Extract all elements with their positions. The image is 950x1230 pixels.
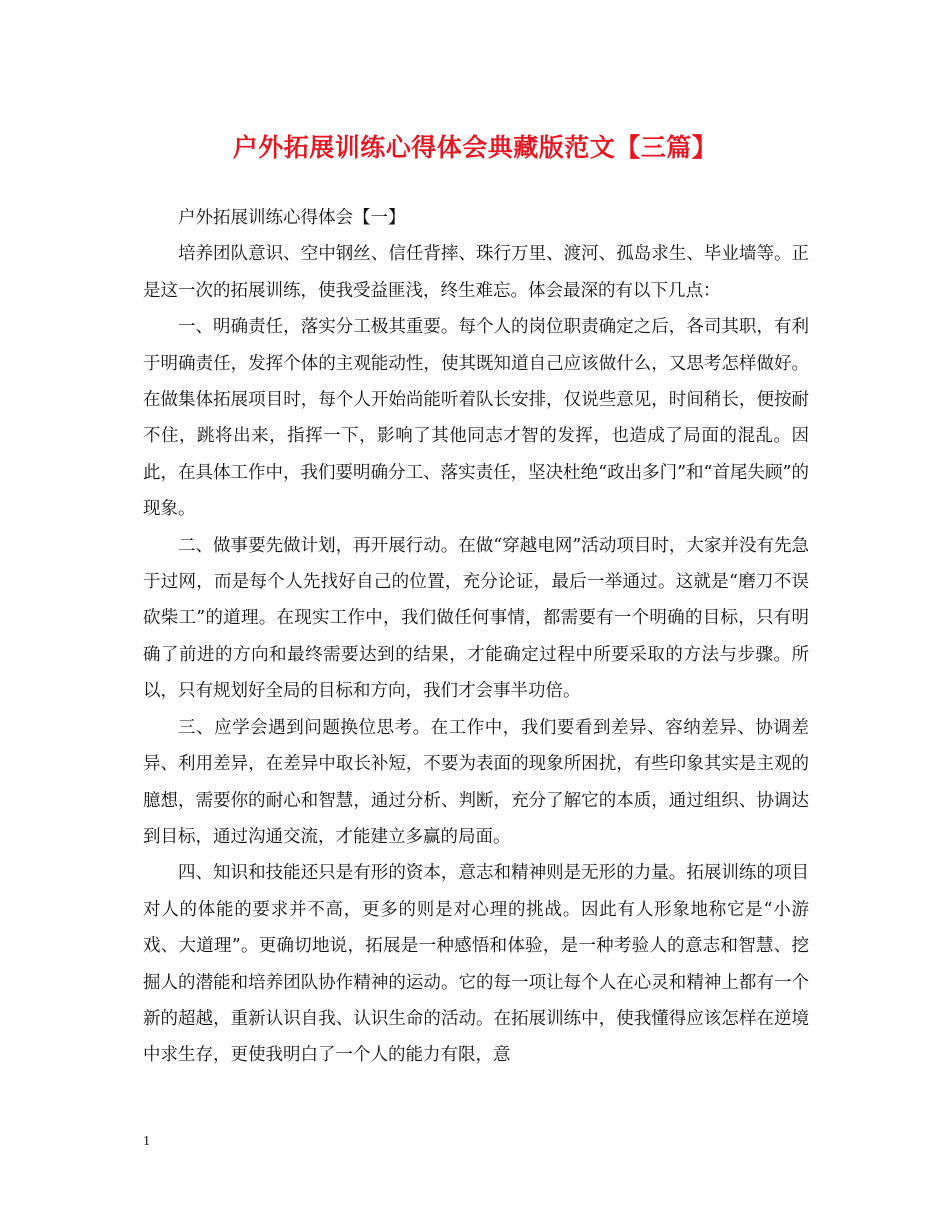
paragraph-point-1: 一、明确责任，落实分工极其重要。每个人的岗位职责确定之后，各司其职，有利于明确责任，发挥个体的主观能动性，使其既知道自己应该做什么，又思考怎样做好。在做集体拓展项目时，每个人开始尚能听着队长安排，仅说些意见，时间稍长，便按耐不住，跳将出来，指挥一下，影响了其他同志才智的发挥，也造成了局面的混乱。因此，在具体工作中，我们要明确分工、落实责任，坚决杜绝“政出多门”和“首尾失顾”的现象。 xyxy=(143,317,809,520)
paragraph-point-2: 二、做事要先做计划，再开展行动。在做“穿越电网”活动项目时，大家并没有先急于过网，而是每个人先找好自己的位置，充分论证，最后一举通过。这就是“磨刀不误砍柴工”的道理。在现实工作中，我们做任何事情，都需要有一个明确的目标，只有明确了前进的方向和最终需要达到的结果，才能确定过程中所要采取的方法与步骤。所以，只有规划好全局的目标和方向，我们才会事半功倍。 xyxy=(143,535,809,702)
document-body xyxy=(143,200,809,1074)
document-title: 户外拓展训练心得体会典藏版范文【三篇】 xyxy=(232,133,718,162)
paragraph-point-3: 三、应学会遇到问题换位思考。在工作中，我们要看到差异、容纳差异、协调差异、利用差异，在差异中取长补短，不要为表面的现象所困扰，有些印象其实是主观的臆想，需要你的耐心和智慧，通过分析、判断，充分了解它的本质，通过组织、协调达到目标，通过沟通交流，才能建立多赢的局面。 xyxy=(143,717,809,847)
paragraph-point-4: 四、知识和技能还只是有形的资本，意志和精神则是无形的力量。拓展训练的项目对人的体能的要求并不高，更多的则是对心理的挑战。因此有人形象地称它是“小游戏、大道理”。更确切地说，拓展是一种感悟和体验，是一种考验人的意志和智慧、挖掘人的潜能和培养团队协作精神的运动。它的每一项让每个人在心灵和精神上都有一个新的超越，重新认识自我、认识生命的活动。在拓展训练中，使我懂得应该怎样在逆境中求生存，更使我明白了一个人的能力有限，意 xyxy=(143,863,809,1066)
page-number: 1 xyxy=(143,1134,150,1149)
section-heading: 户外拓展训练心得体会【一】 xyxy=(178,208,406,228)
paragraph-intro: 培养团队意识、空中钢丝、信任背摔、珠行万里、渡河、孤岛求生、毕业墙等。正是这一次的拓展训练，使我受益匪浅，终生难忘。体会最深的有以下几点： xyxy=(143,244,809,301)
